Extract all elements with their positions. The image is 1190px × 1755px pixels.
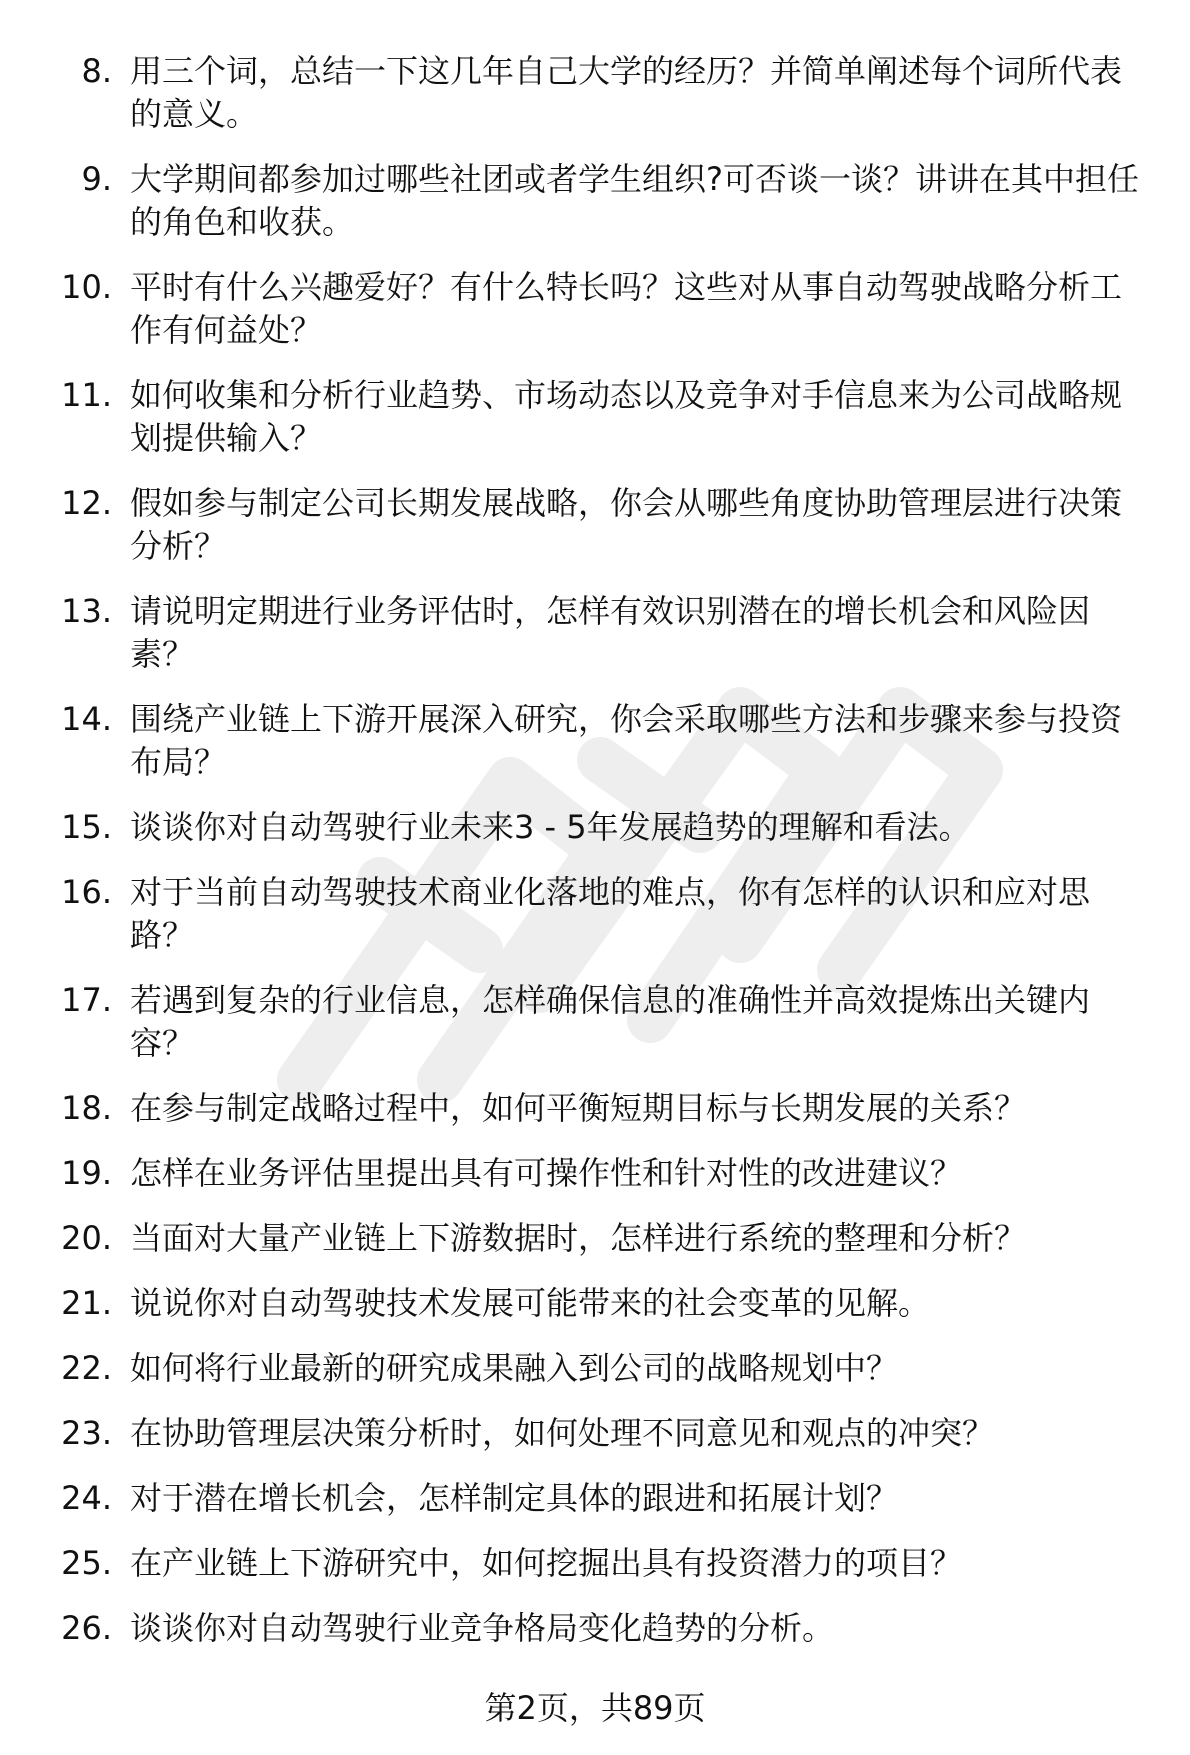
question-item (0, 1347, 1190, 1390)
question-item (0, 374, 1190, 460)
question-number: 22. (61, 1349, 112, 1387)
question-item (0, 1217, 1190, 1260)
question-item (0, 1542, 1190, 1585)
question-list (0, 50, 1190, 1672)
question-text: 谈谈你对自动驾驶行业竞争格局变化趋势的分析。 (130, 1609, 835, 1647)
question-number: 25. (61, 1544, 112, 1582)
question-text: 对于当前自动驾驶技术商业化落地的难点，你有怎样的认识和应对思路？ (130, 873, 1091, 954)
question-item (0, 50, 1190, 136)
question-item (0, 1087, 1190, 1130)
question-item (0, 1152, 1190, 1195)
question-number: 16. (61, 873, 112, 911)
question-item (0, 590, 1190, 676)
question-text: 对于潜在增长机会，怎样制定具体的跟进和拓展计划？ (130, 1479, 899, 1517)
question-text: 如何将行业最新的研究成果融入到公司的战略规划中？ (130, 1349, 899, 1387)
question-text: 大学期间都参加过哪些社团或者学生组织?可否谈一谈？讲讲在其中担任的角色和收获。 (130, 160, 1139, 241)
question-number: 15. (61, 808, 112, 846)
question-item (0, 979, 1190, 1065)
question-item (0, 1477, 1190, 1520)
question-number: 14. (61, 700, 112, 738)
question-number: 19. (61, 1154, 112, 1192)
question-number: 12. (61, 484, 112, 522)
question-text: 当面对大量产业链上下游数据时，怎样进行系统的整理和分析？ (130, 1219, 1027, 1257)
question-number: 8. (81, 52, 112, 90)
question-item (0, 158, 1190, 244)
question-item (0, 1607, 1190, 1650)
question-text: 如何收集和分析行业趋势、市场动态以及竞争对手信息来为公司战略规划提供输入？ (130, 376, 1123, 457)
question-item (0, 806, 1190, 849)
question-item (0, 871, 1190, 957)
question-text: 请说明定期进行业务评估时，怎样有效识别潜在的增长机会和风险因素？ (130, 592, 1091, 673)
question-item (0, 1282, 1190, 1325)
question-number: 9. (81, 160, 112, 198)
question-number: 23. (61, 1414, 112, 1452)
question-number: 24. (61, 1479, 112, 1517)
question-text: 在协助管理层决策分析时，如何处理不同意见和观点的冲突？ (130, 1414, 995, 1452)
question-number: 20. (61, 1219, 112, 1257)
question-text: 怎样在业务评估里提出具有可操作性和针对性的改进建议？ (130, 1154, 963, 1192)
question-number: 13. (61, 592, 112, 630)
question-text: 谈谈你对自动驾驶行业未来3 - 5年发展趋势的理解和看法。 (130, 808, 971, 846)
question-text: 围绕产业链上下游开展深入研究，你会采取哪些方法和步骤来参与投资布局？ (130, 700, 1123, 781)
question-text: 用三个词，总结一下这几年自己大学的经历？并简单阐述每个词所代表的意义。 (130, 52, 1123, 133)
question-text: 在产业链上下游研究中，如何挖掘出具有投资潜力的项目？ (130, 1544, 963, 1582)
question-item (0, 698, 1190, 784)
question-number: 17. (61, 981, 112, 1019)
question-item (0, 482, 1190, 568)
question-item (0, 266, 1190, 352)
question-text: 说说你对自动驾驶技术发展可能带来的社会变革的见解。 (130, 1284, 931, 1322)
page-number: 第2页，共89页 (484, 1689, 706, 1727)
question-text: 若遇到复杂的行业信息，怎样确保信息的准确性并高效提炼出关键内容？ (130, 981, 1091, 1062)
question-text: 在参与制定战略过程中，如何平衡短期目标与长期发展的关系？ (130, 1089, 1027, 1127)
question-text: 平时有什么兴趣爱好？有什么特长吗？这些对从事自动驾驶战略分析工作有何益处？ (130, 268, 1123, 349)
question-item (0, 1412, 1190, 1455)
question-number: 26. (61, 1609, 112, 1647)
question-number: 10. (61, 268, 112, 306)
question-number: 18. (61, 1089, 112, 1127)
question-number: 21. (61, 1284, 112, 1322)
question-number: 11. (61, 376, 112, 414)
question-text: 假如参与制定公司长期发展战略，你会从哪些角度协助管理层进行决策分析？ (130, 484, 1123, 565)
